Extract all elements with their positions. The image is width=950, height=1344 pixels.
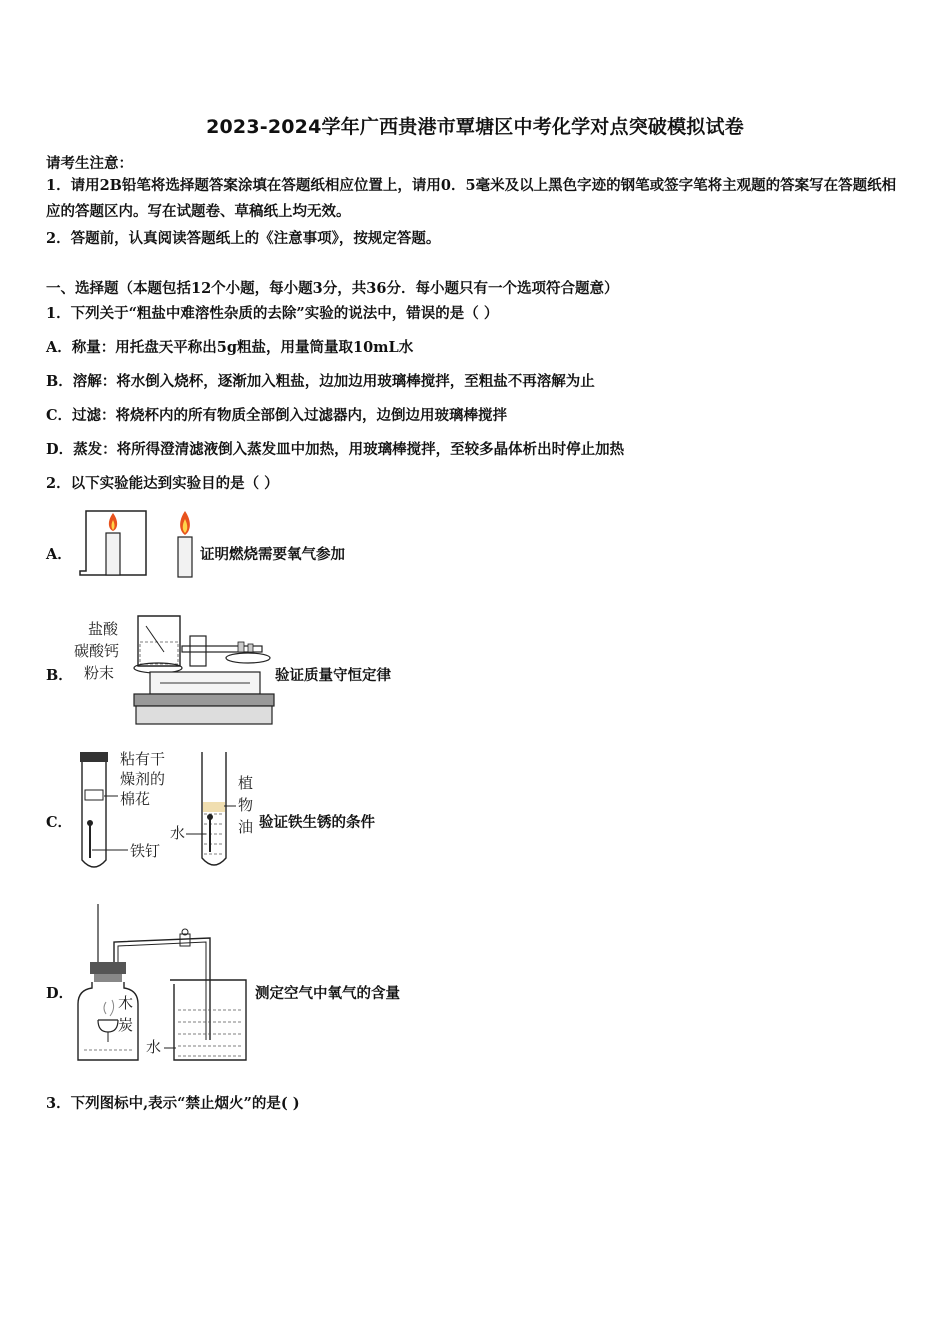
q2-option-a-letter: A． bbox=[46, 546, 72, 563]
q2-option-c-letter: C． bbox=[46, 814, 73, 831]
notice-item-1: 1．请用2B铅笔将选择题答案涂填在答题纸相应位置上，请用0．5毫米及以上黑色字迹的钢笔或签字笔将主观题的答案写在答题纸相应的答题区内。写在试题卷、草稿纸上均无效。 bbox=[46, 177, 897, 220]
label-charcoal-2: 炭 bbox=[118, 1016, 134, 1034]
label-oil-1: 植 bbox=[238, 774, 254, 792]
page-title: 2023-2024学年广西贵港市覃塘区中考化学对点突破模拟试卷 bbox=[206, 116, 744, 138]
label-water: 水 bbox=[170, 824, 186, 842]
q2-option-a-caption: 证明燃烧需要氧气参加 bbox=[200, 546, 345, 563]
label-powder: 粉末 bbox=[84, 664, 115, 682]
q1-option-d: D．蒸发：将所得澄清滤液倒入蒸发皿中加热，用玻璃棒搅拌，至较多晶体析出时停止加热 bbox=[46, 441, 625, 458]
label-cotton-3: 棉花 bbox=[120, 790, 151, 808]
q1-option-c: C．过滤：将烧杯内的所有物质全部倒入过滤器内，边倒边用玻璃棒搅拌 bbox=[46, 407, 508, 424]
q2-option-d-letter: D． bbox=[46, 985, 74, 1002]
label-iron-nail: 铁钉 bbox=[130, 842, 161, 860]
q1-option-a: A．称量：用托盘天平称出5g粗盐，用量筒量取10mL水 bbox=[46, 339, 414, 356]
oxygen-content-apparatus-diagram bbox=[70, 900, 250, 1065]
q2-stem: 2．以下实验能达到实验目的是（ ） bbox=[46, 475, 279, 492]
q1-stem: 1．下列关于“粗盐中难溶性杂质的去除”实验的说法中，错误的是（ ） bbox=[46, 305, 499, 322]
q2-option-c-caption: 验证铁生锈的条件 bbox=[259, 814, 375, 831]
label-hydrochloric-acid: 盐酸 bbox=[88, 620, 119, 638]
notice-heading: 请考生注意： bbox=[46, 155, 133, 172]
label-charcoal-1: 木 bbox=[118, 994, 134, 1012]
label-oil-3: 油 bbox=[238, 818, 254, 836]
q2-option-d-caption: 测定空气中氧气的含量 bbox=[255, 985, 400, 1002]
label-cotton-2: 燥剂的 bbox=[120, 770, 166, 788]
rust-test-tubes-diagram bbox=[78, 748, 258, 874]
q2-option-b-letter: B． bbox=[46, 667, 73, 684]
q1-option-b: B．溶解：将水倒入烧杯，逐渐加入粗盐，边加边用玻璃棒搅拌，至粗盐不再溶解为止 bbox=[46, 373, 595, 390]
label-oil-2: 物 bbox=[238, 796, 254, 814]
notice-item-2: 2．答题前，认真阅读答题纸上的《注意事项》，按规定答题。 bbox=[46, 230, 441, 247]
label-cotton-1: 粘有干 bbox=[120, 750, 166, 768]
q3-stem: 3．下列图标中,表示“禁止烟火”的是( ) bbox=[46, 1095, 300, 1112]
candle-jar-diagram bbox=[76, 503, 200, 583]
section-heading: 一、选择题（本题包括12个小题，每小题3分，共36分．每小题只有一个选项符合题意） bbox=[46, 280, 619, 297]
label-calcium-carbonate: 碳酸钙 bbox=[74, 642, 120, 660]
label-water-d: 水 bbox=[146, 1038, 162, 1056]
balance-diagram bbox=[74, 606, 275, 726]
q2-option-b-caption: 验证质量守恒定律 bbox=[275, 667, 391, 684]
